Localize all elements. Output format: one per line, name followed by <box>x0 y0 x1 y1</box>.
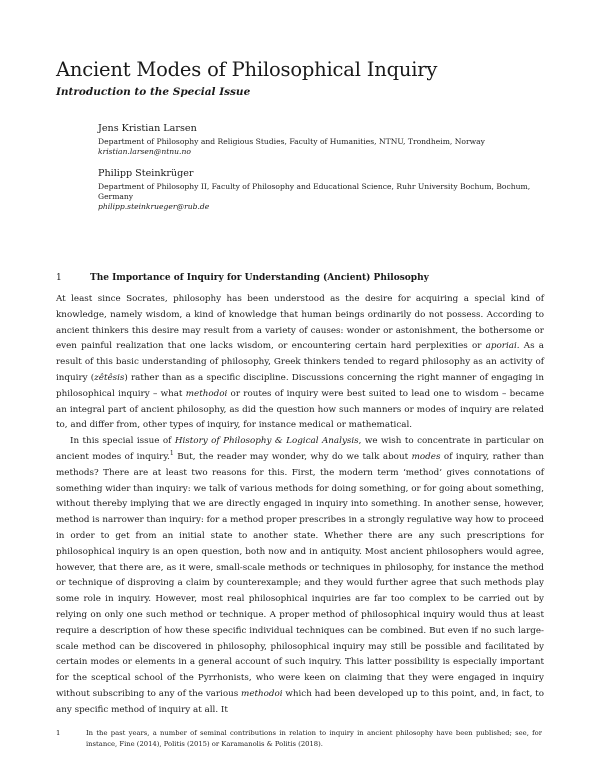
italic-term: zêtêsis <box>94 372 125 383</box>
italic-term: modes <box>411 451 441 462</box>
text-run: , we wish to concentrate in particular on ancient modes of inquiry. <box>56 436 544 462</box>
author-email[interactable]: philipp.steinkrueger@rub.de <box>98 201 210 211</box>
author-block-2 <box>98 169 558 212</box>
text-run: which had been developed up to this point, and, in fact, to any specific method of inquiry at all. It <box>56 688 545 715</box>
italic-term: methodoi <box>241 688 283 699</box>
author-email[interactable]: kristian.larsen@ntnu.no <box>98 146 191 156</box>
section-number: 1 <box>56 273 62 283</box>
article-title: Ancient Modes of Philosophical Inquiry <box>56 58 438 81</box>
text-run: . As a result of this basic understanding of philosophy, Greek thinkers tended to regard philosophy as an activity of inquiry ( <box>56 341 545 383</box>
text-run: In this special issue of <box>70 436 175 447</box>
footnote-text: In the past years, a number of seminal contributions in relation to inquiry in ancient philosophy have been published; see, for instance, Fine (2014), Politis (2015) or Karamanolis & Politis (2018). <box>86 729 542 748</box>
body-text <box>56 292 544 719</box>
text-run: At least since Socrates, philosophy has been understood as the desire for acquiring a special kind of knowledge, namely wisdom, a kind of knowledge that human beings ordinarily do not possess. According to ancient thinkers this desire may result from a variety of causes: wonder or astonishment, the bothersome or even painful realization that one lacks wisdom, or encountering certain hard perplexities or <box>56 294 544 352</box>
journal-title: History of Philosophy & Logical Analysis <box>174 436 359 447</box>
text-run: ) rather than as a specific discipline. Discussions concerning the right manner of engaging in philosophical inquiry – what <box>56 372 544 399</box>
author-name: Philipp Steinkrüger <box>98 168 194 179</box>
italic-term: methodoi <box>185 388 228 399</box>
italic-term: aporiai <box>485 341 517 352</box>
section-heading <box>56 273 429 283</box>
paragraph-1 <box>56 292 544 434</box>
author-block-1 <box>98 124 558 157</box>
author-affiliation: Department of Philosophy II, Faculty of Philosophy and Educational Science, Ruhr University Bochum, Bochum, Germany <box>98 181 531 201</box>
author-affiliation: Department of Philosophy and Religious Studies, Faculty of Humanities, NTNU, Trondheim, Norway <box>98 136 485 146</box>
author-name: Jens Kristian Larsen <box>98 123 197 134</box>
text-run: But, the reader may wonder, why do we talk about <box>173 451 412 462</box>
footnote-reference[interactable]: 1 <box>169 450 174 458</box>
section-title: The Importance of Inquiry for Understanding (Ancient) Philosophy <box>90 273 429 283</box>
text-run: or routes of inquiry were best suited to lead one to wisdom – became an integral part of ancient philosophy, as did the question how such manners or modes of inquiry are related to, and differ from, other types of inquiry, for instance medical or mathematical. <box>56 388 545 431</box>
text-run: of inquiry, rather than methods? There are at least two reasons for this. First, the modern term ‘method’ gives connotations of something wider than inquiry: we talk of various methods for doing something, or for going about something, without thereby implying that we are directly engaged in inquiry into something. In another sense, however, method is narrower than inquiry: for a method proper prescribes in a strongly regulative way how to proceed in order to get from an initial state to another state. Whether there are any such prescriptions for philosophical inquiry is an open question, both now and in antiquity. Most ancient philosophers would agree, however, that there are, as it were, small-scale methods or techniques in philosophy, for instance the method or technique of disproving a claim by counterexample; and they would further agree that such methods play some role in inquiry. However, most real philosophical inquiries are far too complex to be carried out by relying on only one such method or technique. A proper method of philosophical inquiry would thus at least require a description of how these specific individual techniques can be combined. But even if no such large-scale method can be discovered in philosophy, philosophical inquiry may still be possible and facilitated by certain modes or elements in a general account of such inquiry. This latter possibility is especially important for the sceptical school of the Pyrrhonists, who were keen on claiming that they were engaged in inquiry without subscribing to any of the various <box>56 451 545 699</box>
footnote <box>56 728 544 750</box>
footnote-number: 1 <box>56 729 61 737</box>
paragraph-2 <box>56 434 544 718</box>
article-subtitle: Introduction to the Special Issue <box>56 86 251 98</box>
